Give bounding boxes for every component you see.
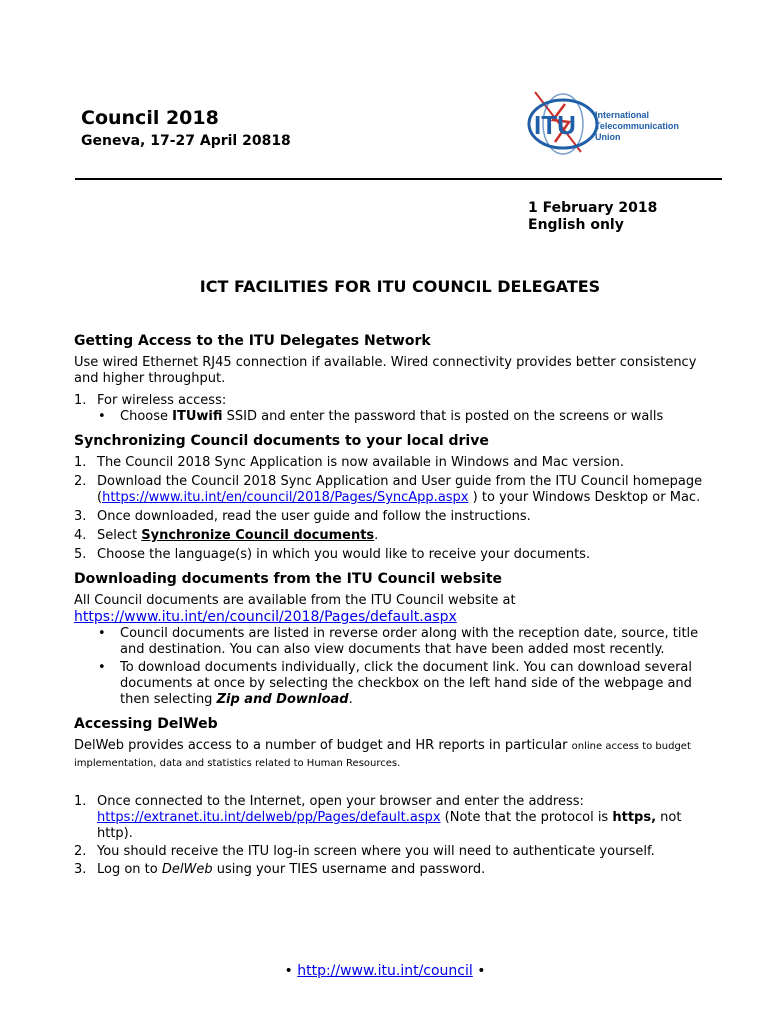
bullet-text: Choose: [120, 409, 173, 424]
itu-logo-graphic: [525, 86, 709, 158]
list-text: Once connected to the Internet, open your browser and enter the address:: [97, 794, 584, 809]
list-item: [74, 474, 714, 506]
list-number: 1.: [74, 455, 87, 470]
language-note: English only: [528, 217, 624, 233]
list-number: 2.: [74, 474, 87, 489]
section-intro-network: Use wired Ethernet RJ45 connection if available. Wired connectivity provides better consistency and higher throughput.: [74, 355, 697, 386]
main-title: ICT FACILITIES FOR ITU COUNCIL DELEGATES: [199, 277, 601, 296]
list-item: [74, 528, 714, 544]
list-text: For wireless access:: [97, 393, 227, 408]
logo-line3: Union: [595, 132, 621, 142]
list-item: [74, 409, 714, 425]
section-intro-download: All Council documents are available from the ITU Council website at: [74, 593, 516, 608]
list-text: Once downloaded, read the user guide and follow the instructions.: [97, 509, 531, 524]
network-steps: [74, 393, 714, 409]
list-number: 1.: [74, 393, 87, 408]
logo-line2: Telecommunication: [595, 121, 679, 131]
wireless-bullets: [74, 409, 714, 425]
footer-bullet: •: [477, 963, 486, 979]
bullet-text: Council documents are listed in reverse order along with the reception date, source, title and destination. You can also view documents that have been added most recently.: [120, 626, 699, 657]
list-item: [74, 626, 714, 658]
list-number: 4.: [74, 528, 87, 543]
section-heading-network: Getting Access to the ITU Delegates Network: [74, 333, 431, 349]
https-label: https,: [612, 810, 657, 825]
footer-council-link[interactable]: http://www.itu.int/council: [297, 963, 473, 979]
list-item: [74, 547, 714, 563]
header-divider: [75, 178, 722, 180]
list-text: Select: [97, 528, 142, 543]
document-subtitle: Geneva, 17-27 April 20818: [81, 133, 291, 149]
document-date: 1 February 2018: [528, 200, 658, 216]
list-text: not http).: [97, 810, 682, 841]
bullet-text: .: [348, 692, 353, 707]
sync-app-link[interactable]: https://www.itu.int/en/council/2018/Pages/SyncApp.aspx: [102, 490, 469, 505]
footer-bullet: •: [284, 963, 293, 979]
zip-download-label: Zip and Download: [216, 692, 349, 707]
section-heading-download: Downloading documents from the ITU Council website: [74, 571, 503, 587]
bullet-text: To download documents individually, click the document link. You can download several documents at once by selecting the checkbox on the left hand side of the webpage and then selecting: [120, 660, 692, 707]
list-number: 3.: [74, 509, 87, 524]
list-item: [74, 862, 714, 878]
list-text: Download the Council 2018 Sync Application and User guide from the ITU Council homepage (: [97, 474, 703, 505]
list-text: The Council 2018 Sync Application is now available in Windows and Mac version.: [97, 455, 625, 470]
logo-abbr: ITU: [534, 110, 576, 140]
date-block: [528, 200, 657, 234]
list-text: using your TIES username and password.: [212, 862, 486, 877]
bullet-icon: •: [98, 626, 106, 641]
delweb-link[interactable]: https://extranet.itu.int/delweb/pp/Pages/default.aspx: [97, 810, 441, 825]
delweb-intro-small: online access to budget implementation, data and statistics related to Human Resources.: [74, 741, 691, 769]
document-title: Council 2018: [81, 107, 219, 129]
list-item: [74, 509, 714, 525]
bullet-icon: •: [98, 660, 106, 675]
council-website-paragraph: [74, 609, 714, 626]
download-bullets: [74, 626, 714, 708]
list-text: Choose the language(s) in which you would like to receive your documents.: [97, 547, 591, 562]
council-website-link[interactable]: https://www.itu.int/en/council/2018/Pages/default.aspx: [74, 609, 457, 625]
list-text: (Note that the protocol is: [440, 810, 613, 825]
logo-line1: International: [595, 110, 650, 120]
bullet-text: SSID and enter the password that is posted on the screens or walls: [222, 409, 664, 424]
itu-logo: [525, 86, 709, 158]
page-footer: [0, 963, 770, 979]
section-heading-delweb: Accessing DelWeb: [74, 716, 218, 732]
list-number: 5.: [74, 547, 87, 562]
list-item: [74, 794, 714, 842]
section-heading-sync: Synchronizing Council documents to your local drive: [74, 433, 489, 449]
ssid-name: ITUwifi: [172, 409, 223, 424]
list-item: [74, 393, 714, 409]
list-item: [74, 455, 714, 471]
list-text: Log on to: [97, 862, 162, 877]
list-item: [74, 844, 714, 860]
bullet-icon: •: [98, 409, 106, 424]
list-text: You should receive the ITU log-in screen where you will need to authenticate yourself.: [97, 844, 655, 859]
list-text: .: [374, 528, 379, 543]
list-item: [74, 660, 714, 708]
list-number: 1.: [74, 794, 87, 809]
delweb-steps: [74, 794, 714, 878]
list-number: 3.: [74, 862, 87, 877]
list-text: ) to your Windows Desktop or Mac.: [468, 490, 701, 505]
section-intro-delweb: [74, 738, 714, 772]
delweb-intro-text: DelWeb provides access to a number of budget and HR reports in particular: [74, 738, 572, 753]
document-body: [74, 333, 714, 878]
sync-steps: [74, 455, 714, 563]
synchronize-link[interactable]: Synchronize Council documents: [141, 528, 375, 543]
list-number: 2.: [74, 844, 87, 859]
delweb-name: DelWeb: [161, 862, 213, 877]
